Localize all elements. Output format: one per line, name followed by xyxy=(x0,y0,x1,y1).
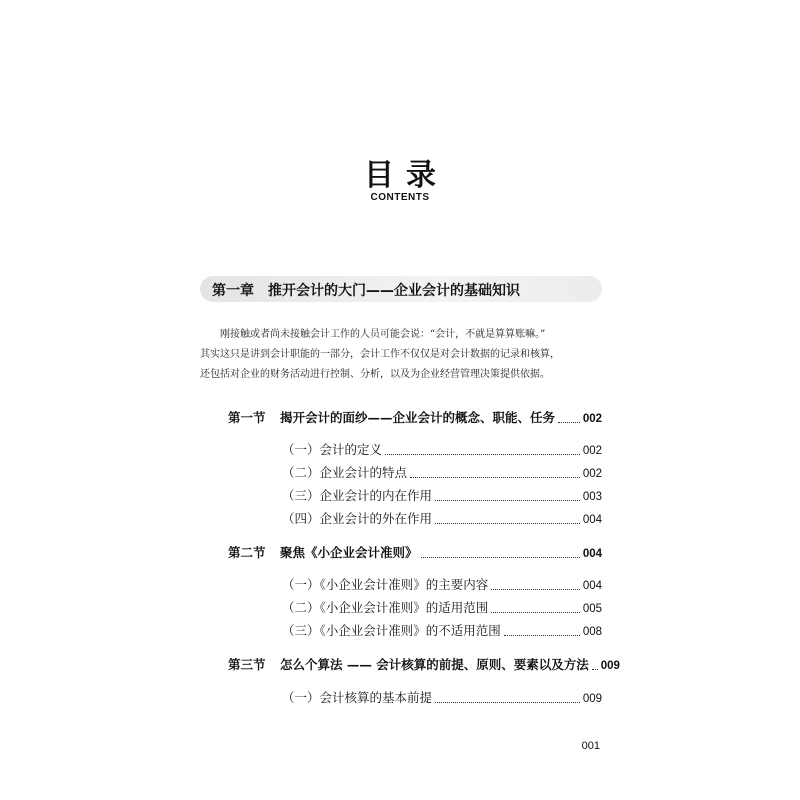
page-ref: 004 xyxy=(582,548,602,560)
dot-leader xyxy=(435,701,580,703)
page-ref: 009 xyxy=(582,693,602,705)
page-ref: 002 xyxy=(582,445,602,457)
intro-line-1: 刚接触或者尚未接触会计工作的人员可能会说：“会计，不就是算算账嘛。” xyxy=(220,329,546,340)
chapter-heading-bar xyxy=(200,276,602,302)
toc-item[interactable] xyxy=(282,577,602,594)
dot-leader xyxy=(435,499,580,501)
section-number: 第三节 xyxy=(228,657,266,672)
page-ref: 008 xyxy=(582,626,602,638)
dot-leader xyxy=(410,476,580,478)
toc-item[interactable] xyxy=(282,511,602,528)
intro-line-2: 其实这只是讲到会计职能的一部分，会计工作不仅仅是对会计数据的记录和核算， xyxy=(200,349,560,360)
item-title: （三）企业会计的内在作用 xyxy=(282,488,433,503)
dot-leader xyxy=(435,522,580,524)
toc-item[interactable] xyxy=(282,442,602,459)
toc-section-2[interactable] xyxy=(228,545,602,562)
item-title: （二）企业会计的特点 xyxy=(282,465,408,480)
page-title: 目录 xyxy=(364,158,448,193)
page-ref: 002 xyxy=(582,413,602,425)
section-title: 怎么个算法 —— 会计核算的前提、原则、要素以及方法 xyxy=(280,657,589,672)
item-title: （三）《小企业会计准则》的不适用范围 xyxy=(282,623,501,638)
chapter-title: 推开会计的大门——企业会计的基础知识 xyxy=(268,283,520,299)
dot-leader xyxy=(421,556,580,558)
page-ref: 002 xyxy=(582,468,602,480)
dot-leader xyxy=(385,453,580,455)
toc-item[interactable] xyxy=(282,690,602,707)
dot-leader xyxy=(491,611,580,613)
dot-leader xyxy=(491,588,580,590)
toc-item[interactable] xyxy=(282,600,602,617)
section-title: 聚焦《小企业会计准则》 xyxy=(280,545,418,560)
page-ref: 005 xyxy=(582,603,602,615)
section-title: 揭开会计的面纱——企业会计的概念、职能、任务 xyxy=(280,410,556,425)
item-title: （一）《小企业会计准则》的主要内容 xyxy=(282,577,489,592)
toc-heading xyxy=(0,160,800,203)
page-subtitle: CONTENTS xyxy=(370,192,430,203)
toc-section-1[interactable] xyxy=(228,410,602,427)
page-ref: 004 xyxy=(582,580,602,592)
dot-leader xyxy=(558,421,580,423)
toc-item[interactable] xyxy=(282,623,602,640)
chapter-number: 第一章 xyxy=(212,283,254,299)
toc-item[interactable] xyxy=(282,488,602,505)
item-title: （一）会计核算的基本前提 xyxy=(282,690,433,705)
section-number: 第二节 xyxy=(228,545,266,560)
item-title: （四）企业会计的外在作用 xyxy=(282,511,433,526)
toc-item[interactable] xyxy=(282,465,602,482)
page-ref: 004 xyxy=(582,514,602,526)
page-ref: 003 xyxy=(582,491,602,503)
section-number: 第一节 xyxy=(228,410,266,425)
page-number: 001 xyxy=(581,740,600,752)
intro-line-3: 还包括对企业的财务活动进行控制、分析，以及为企业经营管理决策提供依据。 xyxy=(200,369,550,380)
toc-section-3[interactable] xyxy=(228,657,620,674)
item-title: （一）会计的定义 xyxy=(282,442,383,457)
page-ref: 009 xyxy=(600,660,620,672)
dot-leader xyxy=(504,634,580,636)
dot-leader xyxy=(592,668,598,670)
item-title: （二）《小企业会计准则》的适用范围 xyxy=(282,600,489,615)
chapter-intro xyxy=(200,325,602,385)
